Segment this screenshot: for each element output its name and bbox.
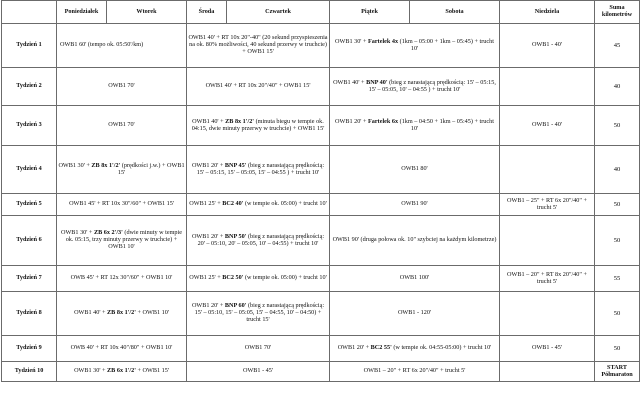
week-label: Tydzień 7 (2, 266, 57, 292)
table-row (2, 146, 640, 194)
workout-text: OWB1 40' + (74, 309, 108, 317)
workout-cell (57, 216, 187, 266)
workout-cell: OWB1 40' + RT 10x 20"-40" (20 sekund przyspieszenia na ok. 80% możliwości, 40 sekund przerwy w truchcie) + OWB1 15' (187, 24, 330, 68)
km-sum: 45 (595, 24, 640, 68)
table-row (2, 362, 640, 382)
workout-text: OWB1 20' + (191, 302, 225, 310)
workout-cell (187, 292, 330, 336)
workout-cell (330, 336, 500, 362)
workout-cell (57, 362, 187, 382)
week-label: Tydzień 10 (2, 362, 57, 382)
workout-cell: OWB1 – 20" + RT 8x 20"/40" + trucht 5' (500, 266, 595, 292)
header-sum: Suma kilometrów (595, 1, 640, 24)
km-sum: 40 (595, 146, 640, 194)
workout-cell (500, 146, 595, 194)
workout-key: BC2 55' (370, 344, 392, 352)
workout-key: ZB 8x 1'/2' (107, 309, 136, 317)
workout-text: OWB1 30' + (58, 161, 92, 169)
table-row (2, 106, 640, 146)
workout-text: (w tempie ok. 05:00) + trucht 10' (243, 274, 327, 282)
workout-text: (1km – 05:00 + 1km – 05:45) + trucht 10' (398, 37, 494, 52)
workout-cell: OWB1 - 40' (500, 106, 595, 146)
workout-text: (w tempie ok. 04:55-05:00) + trucht 10' (391, 344, 492, 352)
header-week (2, 1, 57, 24)
workout-key: ZB 6x 1'/2' (107, 367, 136, 375)
workout-cell (330, 24, 500, 68)
workout-text: (bieg z narastającą prędkością: 15' – 05:15, 15' – 05:05, 15' – 04:55 ) + trucht 10' (196, 161, 325, 176)
workout-cell (500, 216, 595, 266)
workout-text: OWB1 25' + (189, 274, 223, 282)
workout-cell (330, 106, 500, 146)
week-label: Tydzień 5 (2, 194, 57, 216)
workout-text: (prędkości j.w.) + OWB1 15' (117, 161, 185, 176)
workout-text: + OWB1 15' (135, 367, 169, 375)
workout-cell: OWB1 – 25" + RT 6x 20"/40" + trucht 5' (500, 194, 595, 216)
week-label: Tydzień 9 (2, 336, 57, 362)
workout-cell: OWB1 - 120' (330, 292, 500, 336)
workout-cell: OWB1 60' (tempo ok. 05:50'/km) (57, 24, 187, 68)
workout-cell: OWB1 45' + RT 10x 30"/60" + OWB1 15' (57, 194, 187, 216)
week-label: Tydzień 1 (2, 24, 57, 68)
race-name: Półmaraton (601, 370, 633, 378)
workout-cell: OWB1 90' (druga połowa ok. 10" szybciej na każdym kilometrze) (330, 216, 500, 266)
workout-text: (bieg z narastającą prędkością: 20' – 05:10, 20' – 05:05, 10' – 04:55) + trucht 10' (197, 232, 325, 247)
workout-key: BC2 40' (222, 200, 244, 208)
workout-cell (330, 68, 500, 106)
workout-text: (minuta biegu w tempie ok. 04:15, dwie minuty przerwy w truchcie) + OWB1 15' (191, 117, 325, 132)
workout-text: OWB1 30' + (74, 367, 108, 375)
workout-text: OWB1 30' + (335, 37, 369, 45)
workout-text: (bieg z narastającą prędkością: 15' – 05:15, 15' – 05:05, 10' – 04:55 ) + trucht 10' (368, 78, 496, 93)
workout-text: OWB1 20' + (191, 232, 225, 240)
workout-cell (500, 292, 595, 336)
workout-cell (187, 146, 330, 194)
header-wednesday: Środa (187, 1, 227, 24)
race-start: START (607, 363, 627, 371)
week-label: Tydzień 3 (2, 106, 57, 146)
workout-text: (1km – 04:50 + 1km – 05:45) + trucht 10' (398, 117, 494, 132)
workout-cell: OWB1 70' (187, 336, 330, 362)
header-friday: Piątek (330, 1, 410, 24)
workout-text: OWB1 20' + (337, 344, 371, 352)
workout-cell: OWB1 100' (330, 266, 500, 292)
workout-cell (187, 266, 330, 292)
km-sum: 40 (595, 68, 640, 106)
workout-text: OWB1 20' + (335, 117, 369, 125)
workout-text: (w tempie ok. 05:00) + trucht 10' (243, 200, 327, 208)
training-plan-table (1, 0, 640, 382)
workout-text: OWB1 40' + (192, 117, 226, 125)
table-row (2, 24, 640, 68)
header-saturday: Sobota (410, 1, 500, 24)
workout-key: BNP 45' (224, 161, 247, 169)
workout-cell (187, 106, 330, 146)
workout-key: ZB 8x 1'/2' (225, 117, 255, 125)
workout-cell: OWB 40' + RT 10x 40"/80" + OWB1 10' (57, 336, 187, 362)
workout-cell: OWB1 90' (330, 194, 500, 216)
km-sum: 55 (595, 266, 640, 292)
workout-text: (dwie minuty w tempie ok. 05:15, trzy minuty przerwy w truchcie) + OWB1 10' (65, 229, 182, 250)
workout-text: OWB1 20' + (191, 161, 225, 169)
workout-cell: OWB1 40' + RT 10x 20"/40" + OWB1 15' (187, 68, 330, 106)
workout-cell: OWB1 70' (57, 68, 187, 106)
workout-key: BC2 50' (222, 274, 244, 282)
km-sum: 50 (595, 292, 640, 336)
week-label: Tydzień 2 (2, 68, 57, 106)
workout-text: OWB1 30' + (61, 229, 94, 237)
workout-text: OWB1 40' + (333, 78, 367, 86)
workout-cell (57, 146, 187, 194)
workout-cell (57, 292, 187, 336)
workout-key: ZB 8x 1'/2' (91, 161, 121, 169)
table-row (2, 292, 640, 336)
workout-cell (187, 216, 330, 266)
header-sunday: Niedziela (500, 1, 595, 24)
table-row (2, 68, 640, 106)
km-sum: 50 (595, 216, 640, 266)
workout-cell: OWB1 – 20" + RT 6x 20"/40" + trucht 5' (330, 362, 500, 382)
workout-key: ZB 6x 2'/3' (93, 229, 123, 237)
week-label: Tydzień 6 (2, 216, 57, 266)
table-row (2, 266, 640, 292)
workout-cell: OWB1 70' (57, 106, 187, 146)
workout-cell (500, 68, 595, 106)
workout-key: BNP 50' (224, 232, 247, 240)
workout-cell (187, 194, 330, 216)
workout-cell (500, 362, 595, 382)
header-row (2, 1, 640, 24)
workout-cell: OWB1 - 45' (500, 336, 595, 362)
workout-cell: OWB1 - 40' (500, 24, 595, 68)
workout-text: (bieg z narastającą prędkością: 15' – 05:10, 15' – 05:05, 15' – 04:55, 10' – 04:50) + trucht 15' (194, 302, 325, 323)
workout-key: BNP 40' (366, 78, 388, 86)
week-label: Tydzień 8 (2, 292, 57, 336)
workout-key: Fartelek 6x (368, 117, 399, 125)
workout-key: BNP 60' (224, 302, 247, 310)
workout-key: Fartelek 4x (368, 37, 399, 45)
workout-cell: OWB 45' + RT 12x 30"/60" + OWB1 10' (57, 266, 187, 292)
km-sum: 50 (595, 336, 640, 362)
week-label: Tydzień 4 (2, 146, 57, 194)
table-row (2, 194, 640, 216)
table-row (2, 216, 640, 266)
workout-text: + OWB1 10' (135, 309, 169, 317)
workout-cell: OWB1 80' (330, 146, 500, 194)
header-monday: Poniedziałek (57, 1, 107, 24)
header-thursday: Czwartek (227, 1, 330, 24)
workout-cell: OWB1 - 45' (187, 362, 330, 382)
workout-text: OWB1 25' + (189, 200, 223, 208)
header-tuesday: Wtorek (107, 1, 187, 24)
km-sum: 50 (595, 106, 640, 146)
table-row (2, 336, 640, 362)
race-cell (595, 362, 640, 382)
km-sum: 50 (595, 194, 640, 216)
